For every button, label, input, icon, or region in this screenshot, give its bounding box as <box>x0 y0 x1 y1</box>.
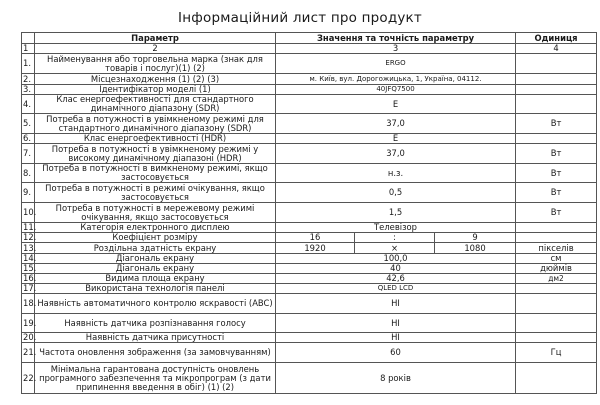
table-row <box>22 223 597 233</box>
row-param: Діагональ екрану <box>35 264 276 274</box>
table-row <box>22 243 597 254</box>
table-row <box>22 114 597 134</box>
row-param: Потреба в потужності в мережевому режимі очікування, якщо застосовується <box>35 203 276 223</box>
row-unit <box>516 233 597 243</box>
row-value: НІ <box>276 314 516 333</box>
row-value: 40JFQ7500 <box>276 85 516 95</box>
table-row <box>22 294 597 314</box>
colnum-3: 3 <box>276 44 516 54</box>
column-number-row <box>22 44 597 54</box>
row-value-left: 16 <box>276 233 355 243</box>
row-value: 37,0 <box>276 114 516 134</box>
row-value-sep: : <box>355 233 435 243</box>
table-row <box>22 333 597 343</box>
row-number: 7. <box>22 144 35 164</box>
row-value: E <box>276 95 516 114</box>
row-param: Коефіцієнт розміру <box>35 233 276 243</box>
row-number: 20. <box>23 332 37 342</box>
row-param: Роздільна здатність екрану <box>35 243 276 254</box>
row-unit: дюймів <box>516 264 597 274</box>
row-unit <box>516 294 597 314</box>
row-param: Наявність автоматичного контролю яскравості (ABC) <box>35 294 276 314</box>
row-param: Категорія електронного дисплею <box>35 223 276 233</box>
row-unit: пікселів <box>516 243 597 254</box>
row-unit <box>516 333 597 343</box>
row-value-right: 9 <box>435 233 516 243</box>
row-value: 42,6 <box>276 274 516 284</box>
colnum-4: 4 <box>516 44 597 54</box>
row-value: НІ <box>276 333 516 343</box>
row-param: Найменування або торговельна марка (знак для товарів і послуг)(1) (2) <box>35 54 276 74</box>
row-value: E <box>276 134 516 144</box>
row-unit: Вт <box>516 183 597 203</box>
row-param: Місцезнаходження (1) (2) (3) <box>35 74 276 85</box>
row-value: 40 <box>276 264 516 274</box>
row-value: н.з. <box>276 164 516 183</box>
row-number: 12. <box>23 232 37 242</box>
row-value: НІ <box>276 294 516 314</box>
row-number: 9. <box>22 183 35 203</box>
header-unit: Одиниця <box>516 33 597 44</box>
row-value: 60 <box>276 343 516 363</box>
row-unit <box>516 314 597 333</box>
row-number: 18. <box>22 294 35 314</box>
row-unit <box>516 95 597 114</box>
table-row <box>22 85 597 95</box>
table-row <box>22 254 597 264</box>
row-param: Діагональ екрану <box>35 254 276 264</box>
row-value: 8 років <box>276 363 516 394</box>
table-header-row <box>22 33 597 44</box>
row-unit: Гц <box>516 343 597 363</box>
row-value: QLED LCD <box>276 284 516 294</box>
product-info-table <box>21 32 597 394</box>
row-value-sep: × <box>355 243 435 254</box>
row-number: 6. <box>22 134 35 144</box>
row-value: ERGO <box>276 54 516 74</box>
table-row <box>22 233 597 243</box>
row-number: 16. <box>23 273 37 283</box>
header-num-cell <box>22 33 35 44</box>
row-number: 10. <box>22 203 35 223</box>
row-value: 37,0 <box>276 144 516 164</box>
row-number: 15. <box>23 263 37 273</box>
row-unit: Вт <box>516 144 597 164</box>
row-unit <box>516 134 597 144</box>
row-number: 19. <box>22 314 35 333</box>
row-unit: Вт <box>516 114 597 134</box>
row-number: 2. <box>22 74 35 85</box>
row-number: 8. <box>22 164 35 183</box>
row-unit <box>516 85 597 95</box>
row-param: Потреба в потужності в вимкненому режимі, якщо застосовується <box>35 164 276 183</box>
row-param: Потреба в потужності в увімкненому режимі у високому динамічному діапазоні (HDR) <box>35 144 276 164</box>
table-row <box>22 343 597 363</box>
row-value: м. Київ, вул. Дорогожицька, 1, Україна, 04112. <box>276 74 516 85</box>
page-title: Інформаційний лист про продукт <box>178 10 422 26</box>
table-row <box>22 314 597 333</box>
row-number: 3. <box>22 85 35 95</box>
table-row <box>22 274 597 284</box>
row-value-left: 1920 <box>276 243 355 254</box>
header-value: Значення та точність параметру <box>276 33 516 44</box>
row-number: 21. <box>22 343 35 363</box>
row-param: Ідентифікатор моделі (1) <box>35 85 276 95</box>
row-value: 0,5 <box>276 183 516 203</box>
table-row <box>22 264 597 274</box>
row-param: Потреба в потужності в увімкненому режимі для стандартного динамічного діапазону (SDR) <box>35 114 276 134</box>
row-unit: см <box>516 254 597 264</box>
colnum-2: 2 <box>35 44 276 54</box>
table-row <box>22 284 597 294</box>
row-unit <box>516 223 597 233</box>
row-unit: Вт <box>516 203 597 223</box>
row-param: Частота оновлення зображення (за замовчуванням) <box>35 343 276 363</box>
row-number: 11. <box>23 222 37 232</box>
row-param: Клас енергоефективності для стандартного динамічного діапазону (SDR) <box>35 95 276 114</box>
row-param: Потреба в потужності в режимі очікування, якщо застосовується <box>35 183 276 203</box>
row-param: Видима площа екрану <box>35 274 276 284</box>
row-number: 14. <box>23 253 37 263</box>
table-row <box>22 95 597 114</box>
row-number: 4. <box>22 95 35 114</box>
row-unit <box>516 363 597 394</box>
colnum-1: 1 <box>22 44 35 54</box>
row-unit: Вт <box>516 164 597 183</box>
row-number: 5. <box>22 114 35 134</box>
row-number: 22. <box>22 363 35 394</box>
table-row <box>22 183 597 203</box>
table-row <box>22 134 597 144</box>
row-unit <box>516 284 597 294</box>
row-param: Використана технологія панелі <box>35 284 276 294</box>
row-number: 17. <box>23 283 37 293</box>
row-param: Наявність датчика розпізнавання голосу <box>35 314 276 333</box>
table-row <box>22 54 597 74</box>
row-param: Наявність датчика присутності <box>35 333 276 343</box>
row-number: 1. <box>22 54 35 74</box>
row-number: 13. <box>23 242 37 253</box>
table-row <box>22 144 597 164</box>
row-value: 100,0 <box>276 254 516 264</box>
row-value: 1,5 <box>276 203 516 223</box>
table-row <box>22 74 597 85</box>
row-value: Телевізор <box>276 223 516 233</box>
row-unit <box>516 74 597 85</box>
table-row <box>22 203 597 223</box>
row-param: Клас енергоефективності (HDR) <box>35 134 276 144</box>
header-param: Параметр <box>35 33 276 44</box>
row-param: Мінімальна гарантована доступність оновлень програмного забезпечення та мікропрограм (з дати припинення введення в обіг) (1) (2) <box>35 363 276 394</box>
row-value-right: 1080 <box>435 243 516 254</box>
table-row <box>22 363 597 394</box>
row-unit: дм2 <box>516 274 597 284</box>
row-unit <box>516 54 597 74</box>
table-row <box>22 164 597 183</box>
